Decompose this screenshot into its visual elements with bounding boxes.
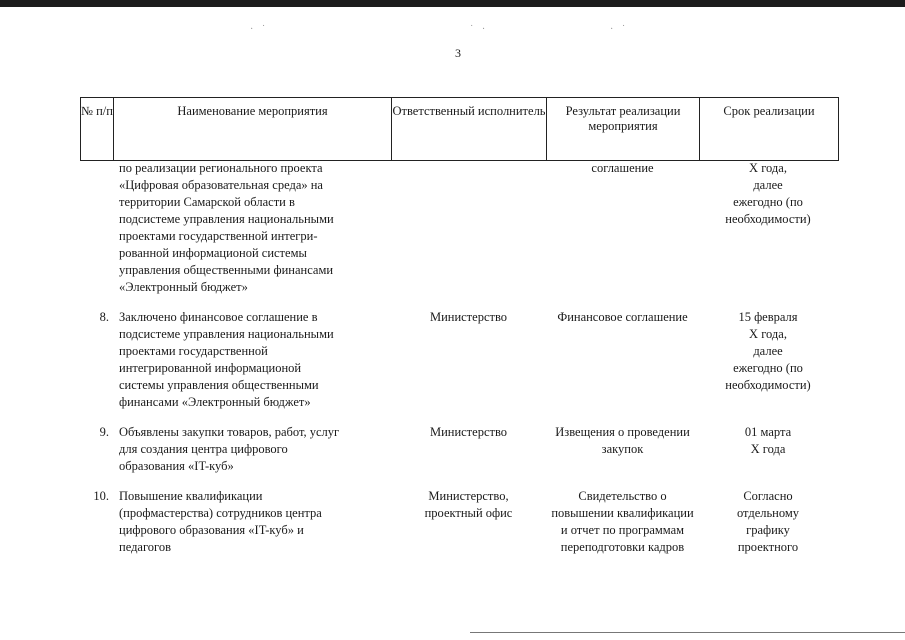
table-row <box>80 309 837 411</box>
table-row <box>80 424 837 475</box>
term-line: далее <box>753 344 783 358</box>
executor-line: Министерство <box>429 310 508 324</box>
table-row <box>80 160 837 296</box>
event-name-line: образования «IT-куб» <box>119 459 234 473</box>
row-number: 9. <box>99 425 109 439</box>
term-line: ежегодно (по <box>733 195 803 209</box>
event-name-line: цифрового образования «IT-куб» и <box>119 523 304 537</box>
row-number: 8. <box>99 310 109 324</box>
executor <box>391 309 546 411</box>
term-line: необходимости) <box>725 378 811 392</box>
term <box>699 488 837 556</box>
event-name-line: финансами «Электронный бюджет» <box>119 395 311 409</box>
event-name-line: рованной информационой системы <box>119 246 307 260</box>
header-event-name: Наименование мероприятия <box>114 98 392 160</box>
event-name-line: подсистеме управления национальными <box>119 212 334 226</box>
term-line: далее <box>753 178 783 192</box>
event-name <box>113 309 391 411</box>
row-number <box>80 160 113 296</box>
event-name-line: «Электронный бюджет» <box>119 280 248 294</box>
events-table-body <box>80 160 837 556</box>
event-name <box>113 488 391 556</box>
event-name-line: педагогов <box>119 540 172 554</box>
event-name-line: проектами государственной <box>119 344 268 358</box>
result-line: соглашение <box>591 161 654 175</box>
term-line: графику <box>746 523 790 537</box>
result-line: Финансовое соглашение <box>557 310 688 324</box>
scan-bottom-line <box>470 632 905 633</box>
event-name-line: системы управления общественными <box>119 378 319 392</box>
scan-noise: · ˙ <box>610 24 629 35</box>
result-line: Свидетельство о <box>578 489 667 503</box>
header-number: № п/п <box>81 98 114 160</box>
event-name-line: (профмастерства) сотрудников центра <box>119 506 322 520</box>
event-name <box>113 160 391 296</box>
scan-noise: ˙ · <box>470 24 489 35</box>
event-name-line: по реализации регионального проекта <box>119 161 323 175</box>
event-name-line: подсистеме управления национальными <box>119 327 334 341</box>
table-header-row <box>81 98 838 161</box>
table-row <box>80 488 837 556</box>
event-name-line: Заключено финансовое соглашение в <box>119 310 318 324</box>
result-line: закупок <box>601 442 644 456</box>
result <box>546 309 699 411</box>
event-name-line: Повышение квалификации <box>119 489 263 503</box>
result <box>546 488 699 556</box>
scan-noise: · ˙ <box>250 24 269 35</box>
executor-line: Министерство <box>429 425 508 439</box>
event-name-line: «Цифровая образовательная среда» на <box>119 178 323 192</box>
executor-line: Министерство, <box>428 489 509 503</box>
result-line: повышении квалификации <box>551 506 694 520</box>
term-line: проектного <box>737 540 799 554</box>
term-line: Согласно <box>743 489 793 503</box>
event-name-line: управления общественными финансами <box>119 263 334 277</box>
result-line: и отчет по программам <box>560 523 685 537</box>
term-line: необходимости) <box>725 212 811 226</box>
event-name-line: для создания центра цифрового <box>119 442 288 456</box>
result <box>546 424 699 475</box>
executor <box>391 160 546 296</box>
events-table-header <box>80 97 839 161</box>
header-result: Результат реализации мероприятия <box>547 98 700 160</box>
term-line: X года, <box>749 161 787 175</box>
event-name-line: Объявлены закупки товаров, работ, услуг <box>119 425 340 439</box>
event-name-line: территории Самарской области в <box>119 195 295 209</box>
header-term: Срок реализации <box>723 104 815 118</box>
event-name-line: проектами государственной интегри- <box>119 229 318 243</box>
event-name-line: интегрированной информационой <box>119 361 302 375</box>
executor-line: проектный офис <box>424 506 513 520</box>
term-line: 01 марта <box>744 425 792 439</box>
event-name <box>113 424 391 475</box>
term-line: X года, <box>749 327 787 341</box>
result <box>546 160 699 296</box>
term-line: 15 февраля <box>738 310 798 324</box>
scan-top-border <box>0 0 905 7</box>
term-line: X года <box>750 442 786 456</box>
executor <box>391 488 546 556</box>
term-line: отдельному <box>736 506 800 520</box>
result-line: Извещения о проведении <box>555 425 690 439</box>
term <box>699 309 837 411</box>
term <box>699 424 837 475</box>
page-number: 3 <box>455 46 461 60</box>
term <box>699 160 837 296</box>
executor <box>391 424 546 475</box>
result-line: переподготовки кадров <box>560 540 685 554</box>
row-number: 10. <box>93 489 109 503</box>
term-line: ежегодно (по <box>733 361 803 375</box>
header-executor: Ответственный исполнитель <box>392 98 547 160</box>
